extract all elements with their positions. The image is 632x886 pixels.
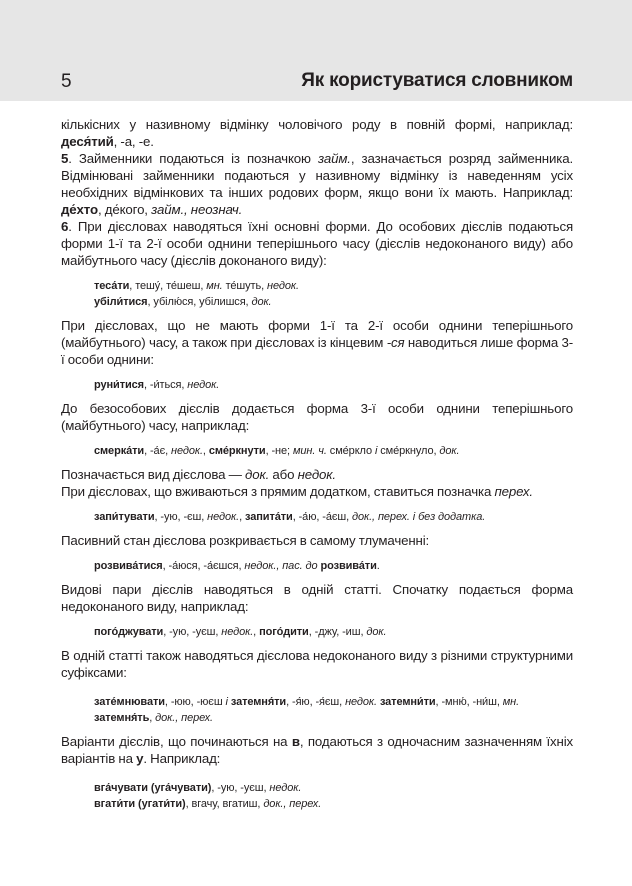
example-block-2	[61, 377, 573, 393]
example-entry: руни́тися, -и́ться, недок.	[94, 379, 220, 391]
paragraph-aspect: Позначається вид дієслова — док. або недок.	[61, 467, 336, 482]
example-block-7	[61, 694, 573, 726]
example-entry: пого́джувати, -ую, -уєш, недок., пого́дити, -джу, -иш, док.	[94, 626, 387, 638]
paragraph-verbs: 6. При дієсловах наводяться їхні основні форми. До особових дієслів подаються форми 1-ї та 2-ї особи однини теперішнього часу (дієслів недоконаного виду) або майбутнього часу (дієслів доконаного виду):	[61, 219, 573, 268]
example-entry: теса́ти, тешу́, те́шеш, мн. те́шуть, недок.	[94, 280, 299, 292]
example-block-6	[61, 624, 573, 640]
example-block-1	[61, 278, 573, 310]
paragraph-third-person: При дієсловах, що не мають форми 1-ї та 2-ї особи однини теперішнього (майбутнього) часу, а також при дієсловах із кінцевим -ся наводиться лише форма 3-ї особи однини:	[61, 318, 574, 367]
page-number: 5	[61, 71, 72, 92]
example-block-3	[61, 443, 573, 459]
page-header	[0, 0, 632, 101]
example-block-4	[61, 509, 573, 525]
paragraph-variants: Варіанти дієслів, що починаються на в, подаються з одночасним зазначенням їхніх варіантів на у. Наприклад:	[61, 734, 573, 766]
example-entry: вга́чувати (уга́чувати), -ую, -уєш, недок.	[94, 782, 302, 794]
paragraph-aspect-pairs: Видові пари дієслів наводяться в одній статті. Спочатку подається форма недоконаного виду, наприклад:	[61, 582, 573, 614]
paragraph-impersonal: До безособових дієслів додається форма 3-ї особи однини теперішнього (майбутнього) часу, наприклад:	[61, 401, 573, 433]
page-content	[61, 116, 573, 819]
paragraph-pronouns: 5. Займенники подаються із позначкою займ., зазначається розряд займенника. Відмінювані займенники подаються у називному відмінку із наведенням усіх необхідних відмінкових та інших родових форм, якщо вони їх мають. Наприклад: де́хто, де́кого, займ., неознач.	[61, 151, 573, 217]
paragraph-numerals-end: кількісних у називному відмінку чоловічого роду в повній формі, наприклад: деся́тий, -а, -е.	[61, 117, 573, 149]
running-title: Як користуватися словником	[301, 70, 573, 91]
example-block-8	[61, 780, 573, 812]
example-entry: зате́мнювати, -юю, -юєш і затемня́ти, -я́ю, -я́єш, недок. затемни́ти, -мню́, -ни́ш, мн. затемня́ть, док., перех.	[94, 696, 520, 724]
example-entry: смерка́ти, -а́є, недок., сме́ркнути, -не; мин. ч. сме́ркло і сме́ркнуло, док.	[94, 445, 460, 457]
paragraph-suffixes: В одній статті також наводяться дієслова недоконаного виду з різними структурними суфіксами:	[61, 648, 573, 680]
example-block-5	[61, 558, 573, 574]
paragraph-transitive: При дієсловах, що вживаються з прямим додатком, ставиться позначка перех.	[61, 484, 533, 499]
example-entry: запи́тувати, -ую, -єш, недок., запита́ти, -а́ю, -а́єш, док., перех. і без додатка.	[94, 511, 486, 523]
example-entry: вгати́ти (угати́ти), вгачу, вгатиш, док., перех.	[94, 798, 322, 810]
paragraph-passive: Пасивний стан дієслова розкривається в самому тлумаченні:	[61, 533, 430, 548]
example-entry: розвива́тися, -а́юся, -а́єшся, недок., пас. до розвива́ти.	[94, 560, 380, 572]
example-entry: убіли́тися, убілю́ся, убілишся, док.	[94, 296, 272, 308]
